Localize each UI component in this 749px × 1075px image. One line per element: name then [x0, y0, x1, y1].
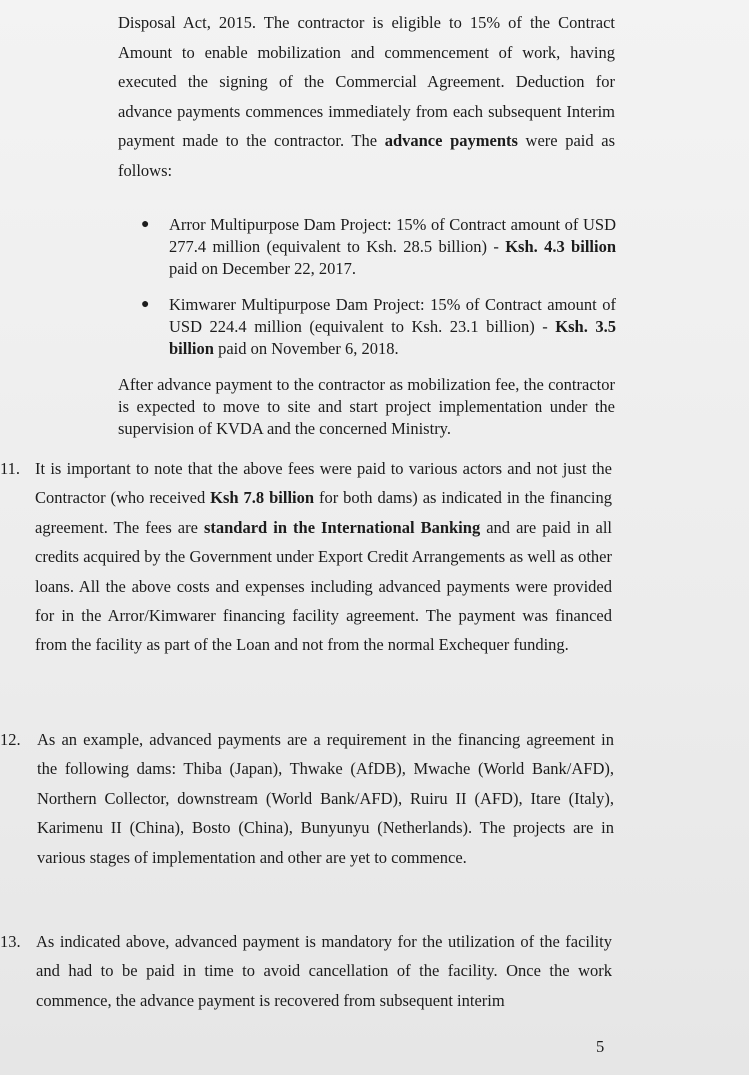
page-number: 5: [596, 1037, 605, 1056]
numbered-paragraph-11: [0, 454, 613, 660]
numbered-paragraph-12: [0, 725, 614, 872]
paragraph-number: 12.: [0, 730, 21, 749]
intro-bold-advance-payments: advance payments: [384, 131, 518, 150]
contractor-amount: Ksh 7.8 billion: [210, 488, 315, 508]
bullet-dot-icon: ●: [141, 217, 150, 232]
bullet-date: paid on November 6, 2018.: [213, 339, 399, 358]
intro-text-end: were paid as follows:: [118, 131, 615, 180]
bullet-item-arror: [141, 214, 616, 280]
paragraph-text: It is important to note that the above fees were paid to various actors and not just the Contractor (who received: [35, 459, 612, 508]
numbered-paragraph-13: [0, 927, 612, 1015]
intro-text: Disposal Act, 2015. The contractor is eligible to 15% of the Contract Amount to enable mobilization and commencement of work, having executed the signing of the Commercial Agreement. Deduction for advance payments commences immediately from each subsequent Interim payment made to the contractor. The: [118, 13, 615, 150]
bullet-text: Arror Multipurpose Dam Project: 15% of Contract amount of USD 277.4 million (equivalent to Ksh. 28.5 billion) -: [169, 215, 616, 256]
paragraph-body: As an example, advanced payments are a requirement in the financing agreement in the following dams: Thiba (Japan), Thwake (AfDB), Mwache (World Bank/AFD), Northern Collector, downstream (World Bank/AFD), Ruiru II (AFD), Itare (Italy), Karimenu II (China), Bosto (China), Bunyunyu (Netherlands). The projects are in various stages of implementation and other are yet to commence.: [37, 730, 614, 867]
bullet-text: Kimwarer Multipurpose Dam Project: 15% of Contract amount of USD 224.4 million (equivalent to Ksh. 23.1 billion) -: [169, 295, 616, 336]
paragraph-text: and are paid in all credits acquired by the Government under Export Credit Arrangements as well as other loans. All the above costs and expenses including advanced payments were provided for in the Arror/Kimwarer financing facility agreement. The payment was financed from the facility as part of the Loan and not from the normal Exchequer funding.: [35, 517, 612, 655]
mobilization-paragraph: After advance payment to the contractor as mobilization fee, the contractor is expected to move to site and start project implementation under the supervision of KVDA and the concerned Ministry.: [118, 375, 615, 438]
paragraph-body: As indicated above, advanced payment is mandatory for the utilization of the facility and had to be paid in time to avoid cancellation of the facility. Once the work commence, the advance payment is recovered from subsequent interim: [36, 932, 612, 1010]
paragraph-text: for both dams) as indicated in the financing agreement. The fees are: [35, 488, 613, 537]
standard-banking-phrase: standard in the International Banking: [203, 517, 481, 537]
bullet-amount: Ksh. 4.3 billion: [505, 237, 616, 256]
bullet-item-kimwarer: [141, 294, 616, 360]
paragraph-number: 11.: [0, 459, 21, 478]
intro-paragraph: [118, 8, 615, 185]
bullet-dot-icon: ●: [141, 297, 150, 312]
bullet-date: paid on December 22, 2017.: [169, 259, 356, 278]
bullet-amount: Ksh. 3.5 billion: [169, 317, 616, 358]
paragraph-body: [35, 454, 612, 660]
paragraph-number: 13.: [0, 932, 21, 951]
